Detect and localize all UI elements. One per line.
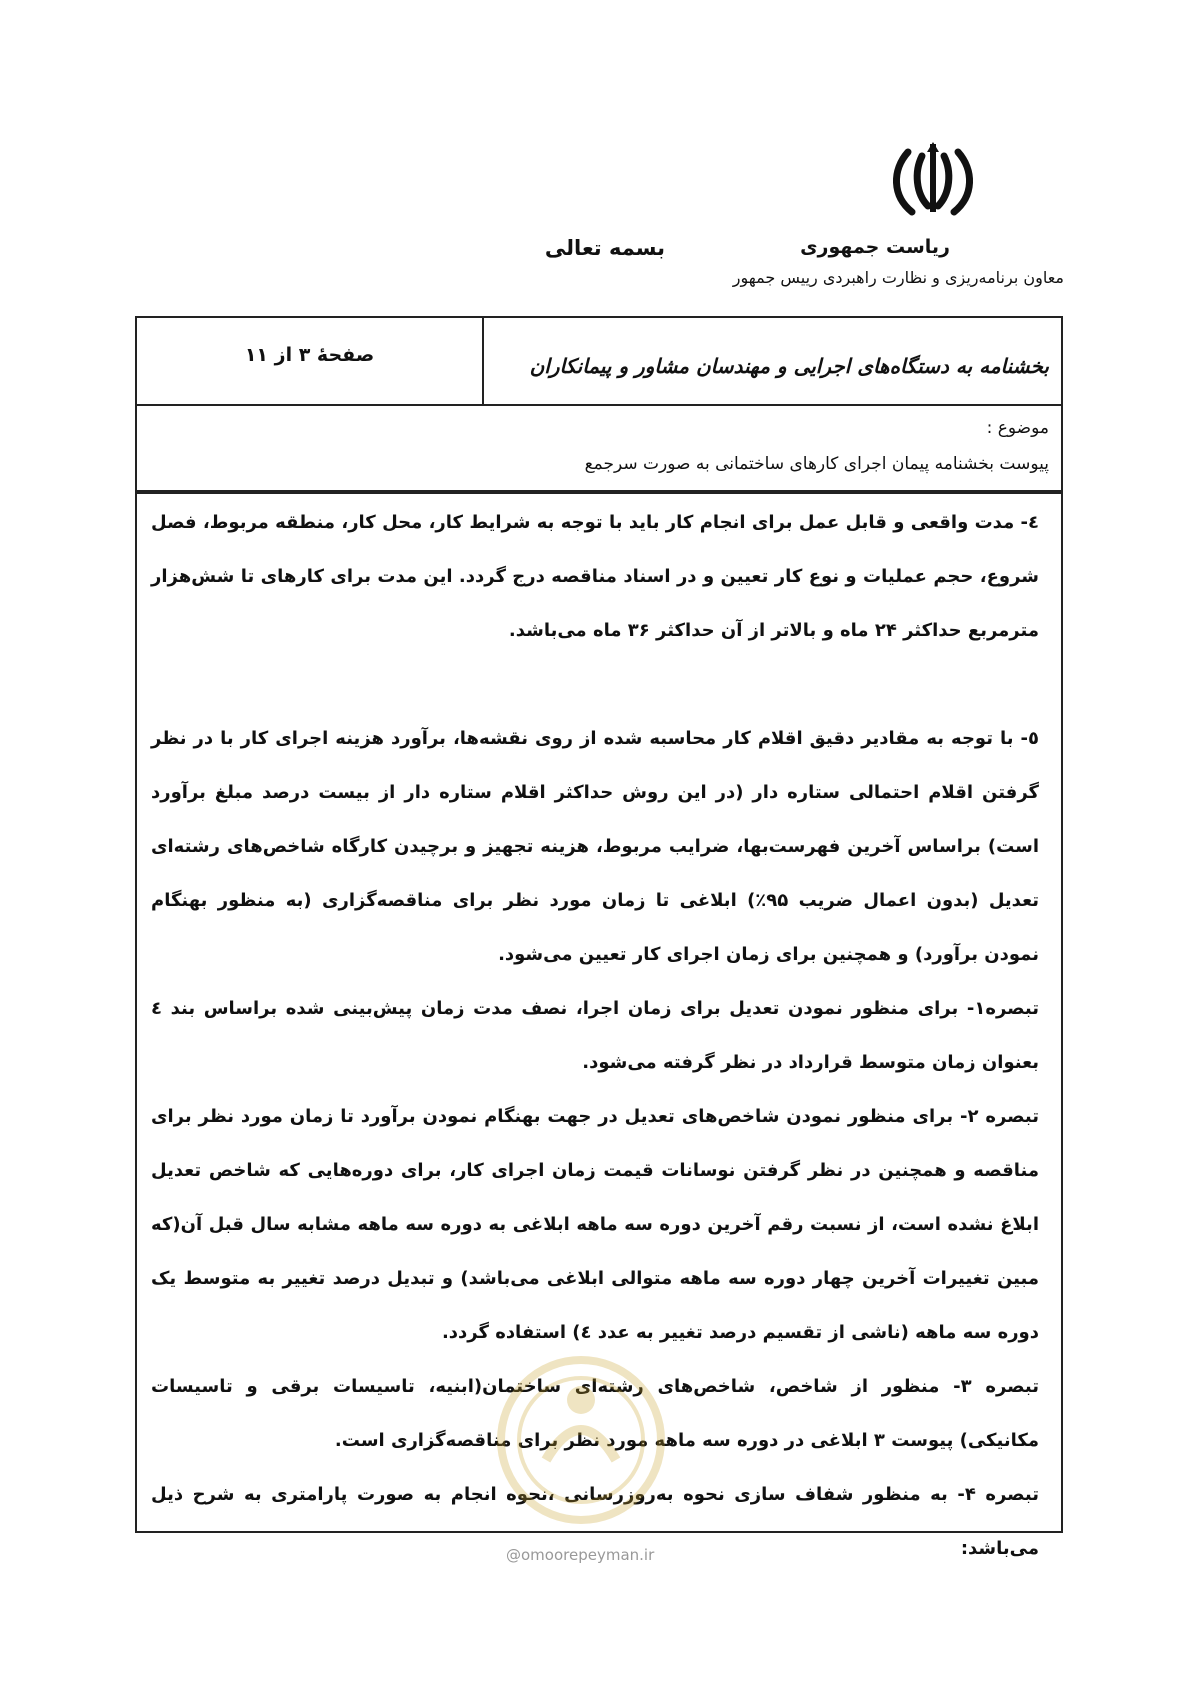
note-3: تبصره ۳- منظور از شاخص، شاخص‌های رشته‌ای ساختمان(ابنیه، تاسیسات برقی و تاسیسات مکانیکی) پیوست ۳ ابلاغی در دوره سه ماهه مورد نظر برای مناقصه‌گزاری است. bbox=[151, 1376, 1039, 1451]
note-1: تبصره۱- برای منظور نمودن تعدیل برای زمان اجرا، نصف مدت زمان پیش‌بینی شده براساس بند ٤ بعنوان زمان متوسط قرارداد در نظر گرفته می‌شود. bbox=[151, 998, 1039, 1073]
header-row-title bbox=[137, 318, 1061, 406]
bismillah-heading: بسمه تعالی bbox=[544, 236, 666, 260]
note-4: تبصره ۴- به منظور شفاف سازی نحوه به‌روزرسانی ،نحوه انجام به صورت پارامتری به شرح ذیل می‌باشد: bbox=[151, 1484, 1040, 1559]
watermark-seal-icon bbox=[496, 1340, 666, 1530]
subject-text: پیوست بخشنامه پیمان اجرای کارهای ساختمانی به صورت سرجمع bbox=[584, 454, 1049, 474]
iran-emblem-icon bbox=[890, 140, 976, 220]
circular-title: بخشنامه به دستگاه‌های اجرایی و مهندسان مشاور و پیمانکاران bbox=[529, 354, 1049, 378]
vice-presidency-label: معاون برنامه‌ریزی و نظارت راهبردی رییس جمهور bbox=[732, 268, 1064, 287]
page-number: صفحهٔ ۳ از ۱۱ bbox=[244, 344, 375, 366]
circular-header-table bbox=[135, 316, 1063, 492]
footer-url: @omoorepeyman.ir bbox=[506, 1546, 655, 1564]
subject-label: موضوع : bbox=[986, 418, 1049, 438]
presidency-label: ریاست جمهوری bbox=[800, 236, 950, 258]
header-divider bbox=[482, 318, 484, 404]
clause-4: ٤- مدت واقعی و قابل عمل برای انجام کار باید با توجه به شرایط کار، محل کار، منطقه مربوط، فصل شروع، حجم عملیات و نوع کار تعیین و در اسناد مناقصه درج گردد. این مدت برای کارهای تا شش‌هزار مترمربع حداکثر ۲۴ ماه و بالاتر از آن حداکثر ۳۶ ماه می‌باشد. bbox=[151, 512, 1039, 641]
note-2: تبصره ۲- برای منظور نمودن شاخص‌های تعدیل در جهت بهنگام نمودن برآورد تا زمان مورد نظر برای مناقصه و همچنین در نظر گرفتن نوسانات قیمت زمان اجرای کار، برای دوره‌هایی که شاخص تعدیل ابلاغ نشده است، از نسبت رقم آخرین دوره سه ماهه ابلاغی به دوره سه ماهه مشابه سال قبل آن(که مبین تغییرات آخرین چهار دوره سه ماهه متوالی ابلاغی می‌باشد) و تبدیل درصد تغییر به متوسط یک دوره سه ماهه (ناشی از تقسیم درصد تغییر به عدد ٤) استفاده گردد. bbox=[151, 1106, 1039, 1343]
clause-5: ٥- با توجه به مقادیر دقیق اقلام کار محاسبه شده از روی نقشه‌ها، برآورد هزینه اجرای کار با در نظر گرفتن اقلام احتمالی ستاره دار (در این روش حداکثر اقلام ستاره دار از بیست درصد مبلغ برآورد است) براساس آخرین فهرست‌بها، ضرایب مربوط، هزینه تجهیز و برچیدن کارگاه شاخص‌های رشته‌ای تعدیل (بدون اعمال ضریب ۹۵٪) ابلاغی تا زمان مورد نظر برای مناقصه‌گزاری (به منظور بهنگام نمودن برآورد) و همچنین برای زمان اجرای کار تعیین می‌شود. bbox=[151, 728, 1039, 965]
